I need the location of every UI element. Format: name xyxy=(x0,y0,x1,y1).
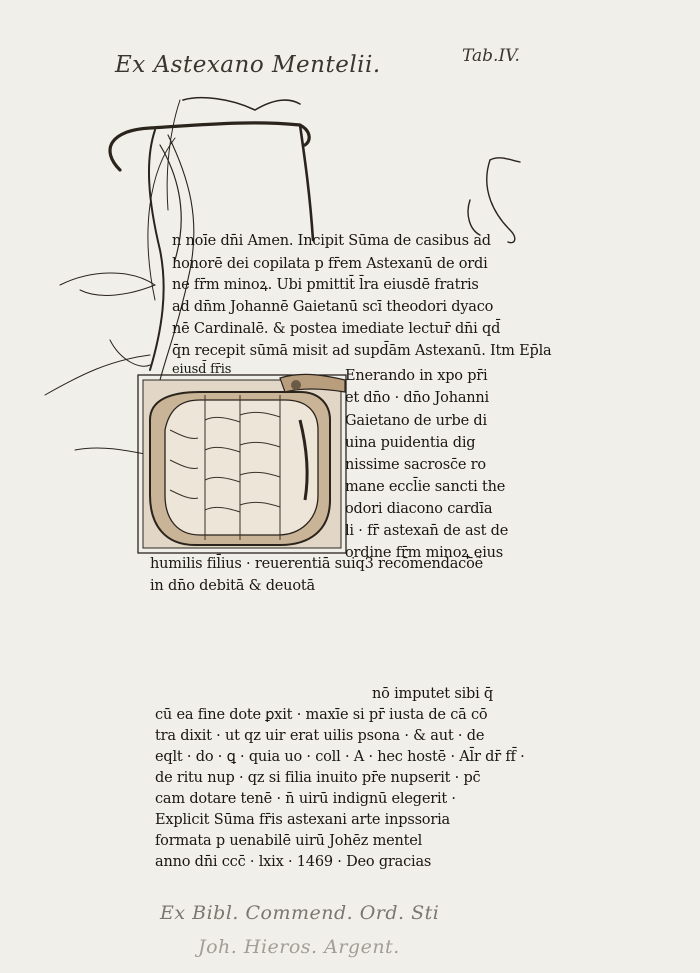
upper-text-line: eiusd̄ fr̄is xyxy=(172,362,232,377)
flourish-top-right-icon xyxy=(468,158,520,243)
upper-text-line: n noīe dn̄i Amen. Incipit Sūma de casibus ad xyxy=(172,233,491,249)
lower-text-line: formata p uenabilē uirū Johēz mentel xyxy=(155,833,423,849)
upper-text-line: ordine fr̄m minoꝝ eius xyxy=(345,545,504,561)
lower-text-line: cū ea fine dote ꝑxit · maxīe si pr̄ iusta de cā cō xyxy=(155,707,488,723)
plate-number: Tab.IV. xyxy=(462,46,520,66)
upper-text-line: uina puidentia dig xyxy=(345,435,476,451)
lower-text-line: cam dotare tenē · n̄ uirū indignū elegerit · xyxy=(155,791,456,807)
lower-text-line: Explicit Sūma fr̄is astexani arte inpssoria xyxy=(155,812,450,828)
lower-text-line: de ritu nup · qz si filia inuito pr̄e nupserit · pc̄ xyxy=(155,770,481,786)
upper-text-line: et dn̄o · dn̄o Johanni xyxy=(345,390,489,406)
lower-text-line: tra dixit · ut qz uir erat uilis psona · & aut · de xyxy=(155,728,485,744)
upper-text-line: mane eccl̄ie sancti the xyxy=(345,479,506,495)
upper-text-line: q̄n recepit sūmā misit ad supd̄ām Astexanū. Itm Ep̄la xyxy=(172,343,552,359)
lower-text-line: anno dn̄i ccc̄ · lxix · 1469 · Deo gracias xyxy=(155,854,432,870)
lower-text-line: nō imputet sibi q̄ xyxy=(372,686,494,702)
illuminated-initial-v-icon xyxy=(138,374,346,553)
upper-text-line: in dn̄o debitā & deuotā xyxy=(150,578,315,594)
upper-text-line: honorē dei copilata p fr̄em Astexanū de ordi xyxy=(172,256,488,272)
upper-text-line: li · fr̄ astexan̄ de ast de xyxy=(345,523,509,539)
upper-text-line: humilis fil̄ius · reuerentiā suiq3 recōmendacōẽ xyxy=(150,556,484,572)
upper-text-line: nissime sacrosc̄e ro xyxy=(345,457,486,473)
upper-text-line: nē Cardinalē. & postea imediate lectur̄ dn̄i qd̄ xyxy=(172,321,501,337)
library-provenance-line1: Ex Bibl. Commend. Ord. Sti xyxy=(160,902,440,924)
library-provenance-line2: Joh. Hieros. Argent. xyxy=(198,936,400,958)
upper-text-line: ad dn̄m Johannē Gaietanū scī theodori dyaco xyxy=(172,299,494,315)
lower-text-line: eqlt · do · ꝗ · quia uo · coll · A · hec hostē · Al̄r dr̄ ff̄ · xyxy=(155,749,525,765)
upper-text-line: Enerando in xpo pr̄i xyxy=(345,368,488,384)
plate-title: Ex Astexano Mentelii. xyxy=(115,52,381,78)
upper-text-line: ne fr̄m minoꝝ. Ubi pmittit̄ l̄ra eiusdē fratris xyxy=(172,277,479,293)
upper-text-line: odori diacono cardīa xyxy=(345,501,493,517)
upper-text-line: Gaietano de urbe di xyxy=(345,413,487,429)
